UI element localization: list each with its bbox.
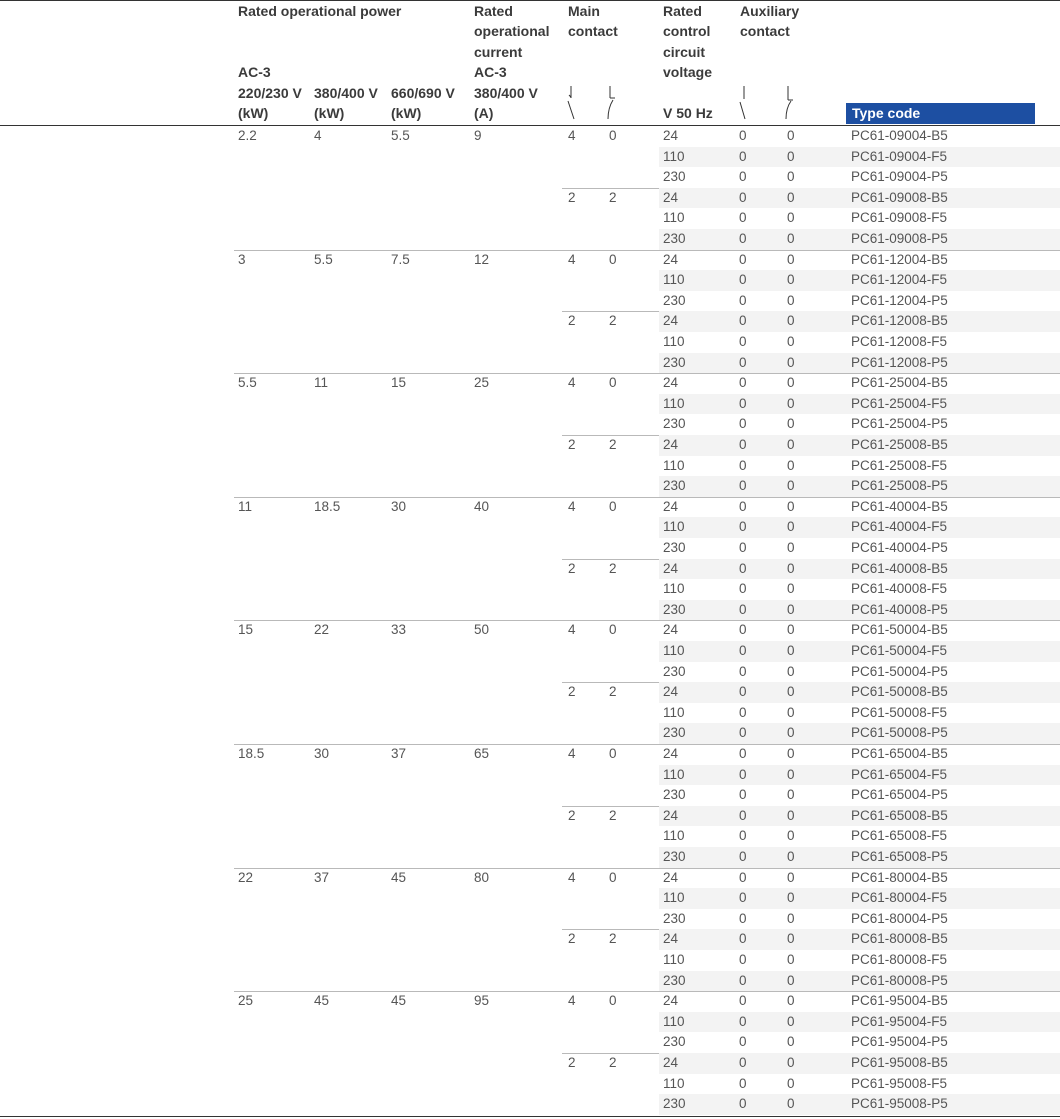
voltage-cell: 110 (663, 828, 685, 844)
aux-nc-cell: 0 (787, 272, 795, 288)
type-code-cell: PC61-09004-F5 (851, 148, 948, 164)
current-cell: 40 (474, 498, 490, 514)
power-220-cell: 25 (238, 993, 254, 1009)
main-nc-cell: 0 (609, 498, 617, 514)
power-660-cell: 5.5 (391, 128, 410, 143)
header-voltage-1: Rated (663, 3, 702, 19)
voltage-cell: 110 (663, 272, 685, 288)
main-nc-cell: 0 (609, 128, 617, 143)
type-code-cell: PC61-50008-B5 (851, 684, 948, 700)
power-380-cell: 18.5 (314, 498, 341, 514)
power-380-cell: 45 (314, 993, 330, 1009)
aux-no-cell: 0 (739, 1055, 747, 1070)
voltage-cell: 230 (663, 416, 686, 432)
power-220-cell: 2.2 (238, 128, 257, 143)
aux-nc-cell: 0 (787, 787, 795, 803)
voltage-cell: 110 (663, 148, 685, 164)
type-code-cell: PC61-65004-P5 (851, 787, 948, 803)
type-code-cell: PC61-95008-P5 (851, 1096, 948, 1112)
main-nc-cell: 2 (609, 931, 617, 947)
voltage-cell: 230 (663, 169, 686, 185)
type-code-cell: PC61-09004-B5 (851, 128, 948, 143)
aux-nc-cell: 0 (787, 210, 795, 226)
main-no-cell: 2 (568, 189, 576, 205)
voltage-cell: 110 (663, 766, 685, 782)
voltage-cell: 24 (663, 684, 679, 700)
voltage-cell: 230 (663, 231, 686, 246)
type-code-cell: PC61-12004-F5 (851, 272, 948, 288)
power-660-cell: 30 (391, 498, 407, 514)
type-code-cell: PC61-40004-B5 (851, 498, 948, 514)
voltage-cell: 24 (663, 189, 679, 205)
voltage-cell: 230 (663, 787, 686, 803)
aux-no-cell: 0 (739, 622, 747, 638)
aux-no-cell: 0 (739, 251, 747, 267)
power-380-cell: 5.5 (314, 251, 333, 267)
aux-nc-cell: 0 (787, 1075, 795, 1091)
aux-nc-cell: 0 (787, 931, 795, 947)
aux-nc-cell: 0 (787, 993, 795, 1009)
power-220-cell: 5.5 (238, 375, 257, 391)
aux-no-cell: 0 (739, 581, 747, 597)
aux-nc-cell: 0 (787, 375, 795, 391)
aux-no-cell: 0 (739, 272, 747, 288)
aux-nc-cell: 0 (787, 643, 795, 658)
aux-normally-open-contact-icon (737, 86, 751, 120)
power-380-cell: 22 (314, 622, 330, 638)
aux-no-cell: 0 (739, 189, 747, 205)
aux-nc-cell: 0 (787, 457, 795, 473)
aux-normally-closed-contact-icon (783, 86, 797, 120)
header-voltage-4: voltage (663, 64, 713, 80)
aux-no-cell: 0 (739, 1075, 747, 1091)
aux-nc-cell: 0 (787, 849, 795, 864)
aux-nc-cell: 0 (787, 169, 795, 185)
main-nc-cell: 2 (609, 684, 617, 700)
main-no-cell: 2 (568, 437, 576, 452)
main-nc-cell: 2 (609, 189, 617, 205)
header-ac3: AC-3 (238, 64, 271, 80)
type-code-cell: PC61-80008-B5 (851, 931, 948, 947)
aux-nc-cell: 0 (787, 746, 795, 761)
power-220-cell: 11 (238, 498, 253, 514)
normally-closed-contact-icon (605, 86, 619, 120)
voltage-cell: 110 (663, 395, 685, 411)
header-rated-current-3: current (474, 44, 523, 60)
current-cell: 65 (474, 746, 490, 761)
header-220v: 220/230 V (238, 85, 302, 101)
aux-no-cell: 0 (739, 910, 747, 926)
voltage-cell: 230 (663, 1034, 686, 1050)
aux-no-cell: 0 (739, 972, 747, 988)
aux-nc-cell: 0 (787, 684, 795, 700)
type-code-cell: PC61-25008-P5 (851, 478, 948, 494)
aux-nc-cell: 0 (787, 292, 795, 308)
aux-no-cell: 0 (739, 704, 747, 720)
type-code-cell: PC61-80008-P5 (851, 972, 948, 988)
type-code-cell: PC61-95004-P5 (851, 1034, 948, 1050)
main-nc-cell: 2 (609, 560, 617, 576)
header-main-contact-1: Main (568, 3, 600, 19)
main-nc-cell: 2 (609, 1055, 617, 1070)
power-380-cell: 4 (314, 128, 322, 143)
header-rated-power: Rated operational power (238, 3, 402, 19)
main-no-cell: 2 (568, 931, 576, 947)
aux-no-cell: 0 (739, 540, 747, 555)
type-code-cell: PC61-12008-B5 (851, 313, 948, 329)
type-code-cell: PC61-12008-F5 (851, 334, 948, 349)
power-380-cell: 30 (314, 746, 330, 761)
voltage-cell: 110 (663, 643, 685, 658)
aux-no-cell: 0 (739, 148, 747, 164)
type-code-cell: PC61-65004-B5 (851, 746, 948, 761)
aux-no-cell: 0 (739, 354, 747, 370)
voltage-cell: 110 (663, 1013, 685, 1029)
type-code-cell: PC61-25004-P5 (851, 416, 948, 432)
current-cell: 25 (474, 375, 490, 391)
voltage-cell: 230 (663, 354, 686, 370)
aux-no-cell: 0 (739, 560, 747, 576)
main-nc-cell: 0 (609, 251, 617, 267)
type-code-cell: PC61-09008-F5 (851, 210, 948, 226)
main-no-cell: 4 (568, 498, 576, 514)
aux-no-cell: 0 (739, 395, 747, 411)
current-cell: 80 (474, 869, 490, 885)
aux-no-cell: 0 (739, 931, 747, 947)
main-nc-cell: 2 (609, 437, 617, 452)
aux-no-cell: 0 (739, 952, 747, 967)
aux-nc-cell: 0 (787, 437, 795, 452)
voltage-cell: 230 (663, 725, 686, 741)
current-cell: 9 (474, 128, 482, 143)
aux-no-cell: 0 (739, 725, 747, 741)
type-code-cell: PC61-50004-F5 (851, 643, 948, 658)
voltage-cell: 24 (663, 869, 679, 885)
power-220-cell: 18.5 (238, 746, 265, 761)
header-voltage-2: control (663, 23, 711, 39)
voltage-cell: 230 (663, 601, 686, 617)
header-main-contact-2: contact (568, 23, 618, 39)
aux-nc-cell: 0 (787, 766, 795, 782)
voltage-cell: 24 (663, 560, 679, 576)
aux-no-cell: 0 (739, 169, 747, 185)
aux-no-cell: 0 (739, 313, 747, 329)
aux-nc-cell: 0 (787, 560, 795, 576)
aux-nc-cell: 0 (787, 869, 795, 885)
type-code-cell: PC61-25008-B5 (851, 437, 948, 452)
type-code-cell: PC61-40008-F5 (851, 581, 948, 597)
type-code-cell: PC61-09008-B5 (851, 189, 948, 205)
type-code-cell: PC61-12004-P5 (851, 292, 948, 308)
aux-no-cell: 0 (739, 1034, 747, 1050)
power-660-cell: 45 (391, 993, 407, 1009)
type-code-cell: PC61-12008-P5 (851, 354, 948, 370)
type-code-cell: PC61-65008-F5 (851, 828, 948, 844)
aux-no-cell: 0 (739, 787, 747, 803)
main-nc-cell: 0 (609, 622, 617, 638)
aux-nc-cell: 0 (787, 807, 795, 823)
voltage-cell: 110 (663, 457, 685, 473)
aux-nc-cell: 0 (787, 725, 795, 741)
aux-no-cell: 0 (739, 457, 747, 473)
voltage-cell: 230 (663, 478, 686, 494)
voltage-cell: 24 (663, 251, 679, 267)
voltage-cell: 24 (663, 931, 679, 947)
main-nc-cell: 2 (609, 807, 617, 823)
aux-nc-cell: 0 (787, 334, 795, 349)
voltage-cell: 24 (663, 437, 679, 452)
normally-open-contact-icon (566, 86, 580, 120)
main-nc-cell: 0 (609, 869, 617, 885)
aux-no-cell: 0 (739, 890, 747, 906)
power-660-cell: 33 (391, 622, 407, 638)
aux-no-cell: 0 (739, 746, 747, 761)
power-660-cell: 15 (391, 375, 407, 391)
aux-nc-cell: 0 (787, 581, 795, 597)
main-no-cell: 4 (568, 375, 576, 391)
power-220-cell: 22 (238, 869, 254, 885)
voltage-cell: 110 (663, 704, 685, 720)
voltage-cell: 24 (663, 1055, 679, 1070)
voltage-cell: 110 (663, 890, 685, 906)
aux-nc-cell: 0 (787, 540, 795, 555)
type-code-cell: PC61-40008-B5 (851, 560, 948, 576)
main-nc-cell: 2 (609, 313, 617, 329)
type-code-cell: PC61-50008-F5 (851, 704, 948, 720)
aux-no-cell: 0 (739, 807, 747, 823)
aux-nc-cell: 0 (787, 1096, 795, 1112)
aux-no-cell: 0 (739, 601, 747, 617)
aux-no-cell: 0 (739, 375, 747, 391)
aux-no-cell: 0 (739, 498, 747, 514)
main-no-cell: 2 (568, 1055, 576, 1070)
main-no-cell: 2 (568, 684, 576, 700)
type-code-cell: PC61-40008-P5 (851, 601, 948, 617)
voltage-cell: 230 (663, 972, 686, 988)
power-380-cell: 37 (314, 869, 330, 885)
voltage-cell: 230 (663, 910, 686, 926)
aux-nc-cell: 0 (787, 148, 795, 164)
header-kw-660: (kW) (391, 105, 422, 121)
type-code-cell: PC61-65004-F5 (851, 766, 948, 782)
header-rated-current-2: operational (474, 23, 550, 39)
aux-nc-cell: 0 (787, 663, 795, 679)
voltage-cell: 230 (663, 292, 686, 308)
main-no-cell: 2 (568, 807, 576, 823)
aux-no-cell: 0 (739, 231, 747, 246)
aux-nc-cell: 0 (787, 498, 795, 514)
aux-no-cell: 0 (739, 828, 747, 844)
aux-no-cell: 0 (739, 663, 747, 679)
aux-nc-cell: 0 (787, 601, 795, 617)
main-no-cell: 4 (568, 993, 576, 1009)
aux-no-cell: 0 (739, 643, 747, 658)
aux-nc-cell: 0 (787, 1055, 795, 1070)
aux-nc-cell: 0 (787, 189, 795, 205)
aux-nc-cell: 0 (787, 952, 795, 967)
main-no-cell: 4 (568, 622, 576, 638)
header-kw-220: (kW) (238, 105, 269, 121)
aux-nc-cell: 0 (787, 704, 795, 720)
aux-nc-cell: 0 (787, 478, 795, 494)
main-no-cell: 2 (568, 560, 576, 576)
header-aux-contact-2: contact (740, 23, 790, 39)
type-code-cell: PC61-25004-F5 (851, 395, 948, 411)
type-code-cell: PC61-95008-F5 (851, 1075, 948, 1091)
type-code-cell: PC61-95008-B5 (851, 1055, 948, 1070)
voltage-cell: 24 (663, 807, 679, 823)
voltage-cell: 110 (663, 210, 685, 226)
type-code-cell: PC61-12004-B5 (851, 251, 948, 267)
type-code-cell: PC61-65008-B5 (851, 807, 948, 823)
type-code-cell: PC61-80004-P5 (851, 910, 948, 926)
voltage-cell: 24 (663, 622, 679, 638)
aux-nc-cell: 0 (787, 251, 795, 267)
aux-nc-cell: 0 (787, 231, 795, 246)
aux-no-cell: 0 (739, 849, 747, 864)
type-code-cell: PC61-40004-F5 (851, 519, 948, 535)
aux-nc-cell: 0 (787, 354, 795, 370)
aux-nc-cell: 0 (787, 828, 795, 844)
type-code-cell: PC61-95004-B5 (851, 993, 948, 1009)
main-no-cell: 4 (568, 251, 576, 267)
aux-nc-cell: 0 (787, 622, 795, 638)
header-voltage-3: circuit (663, 44, 706, 60)
main-no-cell: 4 (568, 128, 576, 143)
power-660-cell: 7.5 (391, 251, 410, 267)
header-660v: 660/690 V (391, 85, 455, 101)
type-code-cell: PC61-40004-P5 (851, 540, 948, 555)
aux-no-cell: 0 (739, 210, 747, 226)
aux-no-cell: 0 (739, 766, 747, 782)
voltage-cell: 24 (663, 313, 679, 329)
voltage-cell: 110 (663, 1075, 685, 1091)
power-660-cell: 37 (391, 746, 407, 761)
current-cell: 95 (474, 993, 490, 1009)
header-rated-current-4: AC-3 (474, 64, 507, 80)
header-rated-current-5: 380/400 V (474, 85, 538, 101)
voltage-cell: 230 (663, 540, 686, 555)
aux-nc-cell: 0 (787, 972, 795, 988)
voltage-cell: 24 (663, 498, 679, 514)
voltage-cell: 230 (663, 849, 686, 864)
voltage-cell: 110 (663, 952, 685, 967)
type-code-header: Type code (846, 103, 1035, 124)
type-code-cell: PC61-80004-B5 (851, 869, 948, 885)
voltage-cell: 230 (663, 1096, 686, 1112)
voltage-cell: 24 (663, 128, 679, 143)
power-220-cell: 3 (238, 251, 246, 267)
aux-no-cell: 0 (739, 292, 747, 308)
header-aux-contact-1: Auxiliary (740, 3, 800, 19)
main-nc-cell: 0 (609, 746, 617, 761)
aux-no-cell: 0 (739, 1013, 747, 1029)
header-rated-current-6: (A) (474, 105, 494, 121)
voltage-cell: 24 (663, 993, 679, 1009)
aux-no-cell: 0 (739, 128, 747, 143)
aux-no-cell: 0 (739, 519, 747, 535)
current-cell: 50 (474, 622, 490, 638)
voltage-cell: 110 (663, 334, 685, 349)
aux-nc-cell: 0 (787, 416, 795, 432)
main-nc-cell: 0 (609, 375, 617, 391)
aux-no-cell: 0 (739, 684, 747, 700)
type-code-cell: PC61-95004-F5 (851, 1013, 948, 1029)
header-rated-current-1: Rated (474, 3, 513, 19)
aux-nc-cell: 0 (787, 519, 795, 535)
main-nc-cell: 0 (609, 993, 617, 1009)
aux-nc-cell: 0 (787, 128, 795, 143)
aux-no-cell: 0 (739, 437, 747, 452)
power-220-cell: 15 (238, 622, 254, 638)
aux-no-cell: 0 (739, 334, 747, 349)
aux-no-cell: 0 (739, 993, 747, 1009)
type-code-cell: PC61-50004-B5 (851, 622, 948, 638)
voltage-cell: 230 (663, 663, 686, 679)
type-code-cell: PC61-80004-F5 (851, 890, 948, 906)
aux-nc-cell: 0 (787, 313, 795, 329)
header-380v: 380/400 V (314, 85, 378, 101)
voltage-cell: 24 (663, 746, 679, 761)
voltage-cell: 110 (663, 581, 685, 597)
header-kw-380: (kW) (314, 105, 345, 121)
main-no-cell: 2 (568, 313, 576, 329)
power-380-cell: 11 (314, 375, 329, 391)
aux-nc-cell: 0 (787, 910, 795, 926)
aux-nc-cell: 0 (787, 890, 795, 906)
aux-nc-cell: 0 (787, 1034, 795, 1050)
aux-no-cell: 0 (739, 478, 747, 494)
header-v50hz: V 50 Hz (663, 105, 713, 121)
aux-no-cell: 0 (739, 869, 747, 885)
type-code-cell: PC61-09004-P5 (851, 169, 948, 185)
aux-nc-cell: 0 (787, 1013, 795, 1029)
current-cell: 12 (474, 251, 490, 267)
voltage-cell: 24 (663, 375, 679, 391)
aux-no-cell: 0 (739, 416, 747, 432)
main-no-cell: 4 (568, 869, 576, 885)
voltage-cell: 110 (663, 519, 685, 535)
top-rule (0, 0, 1060, 1)
type-code-cell: PC61-65008-P5 (851, 849, 948, 864)
main-no-cell: 4 (568, 746, 576, 761)
type-code-cell: PC61-25004-B5 (851, 375, 948, 391)
type-code-cell: PC61-50004-P5 (851, 663, 948, 679)
type-code-cell: PC61-09008-P5 (851, 231, 948, 246)
type-code-cell: PC61-25008-F5 (851, 457, 948, 473)
type-code-cell: PC61-80008-F5 (851, 952, 948, 967)
aux-nc-cell: 0 (787, 395, 795, 411)
aux-no-cell: 0 (739, 1096, 747, 1112)
type-code-cell: PC61-50008-P5 (851, 725, 948, 741)
power-660-cell: 45 (391, 869, 407, 885)
bottom-rule (0, 1116, 1060, 1117)
